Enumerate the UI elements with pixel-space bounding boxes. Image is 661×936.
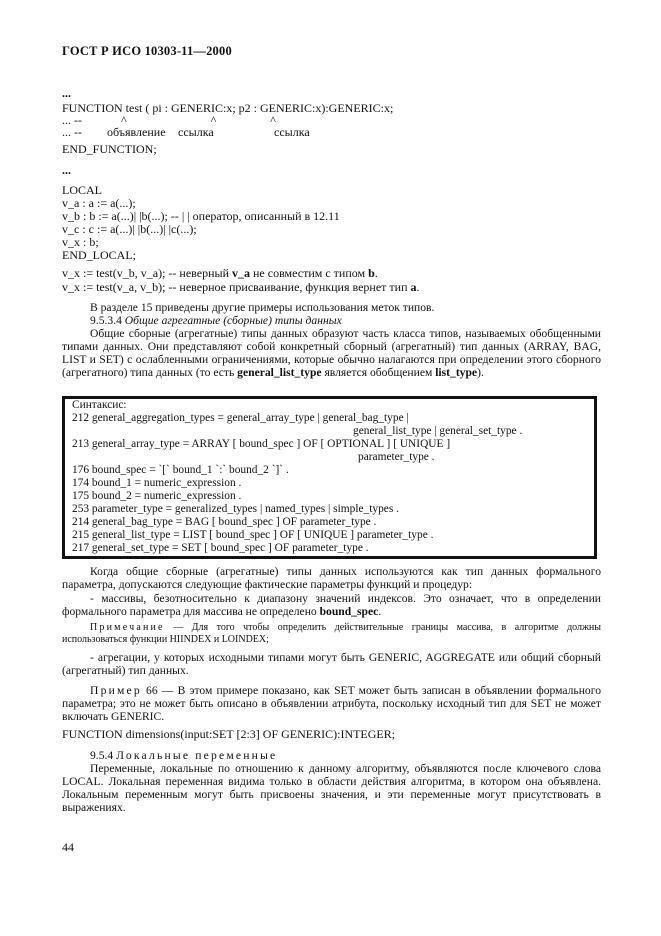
page-number: 44 (62, 840, 74, 854)
syntax-rule: 176 bound_spec = `[` bound_1 `:` bound_2 `]` . (72, 464, 289, 476)
code-function-line: FUNCTION test ( pi : GENERIC:x; p2 : GENERIC:x):GENERIC:x; (62, 101, 394, 115)
paragraph-general-aggregate: Общие сборные (агрегатные) типы данных образуют часть класса типов, называемых обобщенными типами данных. Они представляют собой конкретный сборный (агрегатный) тип данных (ARRAY, BAG, LIST и SET) с ослабленными ограничениями, которые обычно налагаются при определении этого сборного (агрегатного) типа данных (то есть general_list_type является обобщением list_type). (62, 327, 601, 379)
code-labels-prefix: ... -- (62, 125, 82, 139)
paragraph-formal-params: Когда общие сборные (агрегатные) типы данных используются как тип данных формального параметра, допускаются следующие фактические параметры функций и процедур: (62, 565, 601, 591)
code-ellipsis: ... (62, 86, 71, 100)
syntax-rule-continuation: parameter_type . (358, 451, 435, 463)
standard-header: ГОСТ Р ИСО 10303-11—2000 (62, 44, 232, 58)
code-carets: ... -- ^ ^ ^ (62, 113, 276, 127)
code-label-reference: ссылка (274, 125, 310, 139)
code-end-local: END_LOCAL; (62, 248, 136, 262)
code-assign-1: v_x := test(v_b, v_a); -- неверный v_a не совместим с типом b. (62, 266, 378, 280)
code-label-reference: ссылка (178, 125, 214, 139)
syntax-rule-continuation: general_list_type | general_set_type . (353, 425, 523, 437)
syntax-rule: 215 general_list_type = LIST [ bound_spec ] OF [ UNIQUE ] parameter_type . (72, 529, 434, 541)
code-ellipsis: ... (62, 163, 71, 177)
example: Пример 66 — В этом примере показано, как SET может быть записан в объявлении формального параметра; это не может быть описано в объявлении атрибута, поскольку исходный тип для SET не может включать GENERIC. (62, 684, 601, 723)
paragraph-section15-ref: В разделе 15 приведены другие примеры использования меток типов. (90, 301, 435, 314)
syntax-rule: 174 bound_1 = numeric_expression . (72, 477, 242, 489)
syntax-title: Синтаксис: (72, 399, 127, 411)
syntax-rule: 214 general_bag_type = BAG [ bound_spec ] OF parameter_type . (72, 516, 377, 528)
paragraph-local-variables: Переменные, локальные по отношению к данному алгоритму, объявляются после ключевого слова LOCAL. Локальная переменная видима только в области действия алгоритма, в котором она объявлена. Локальным переменным могут быть присвоены значения, и эти переменные могут присутствовать в выражениях. (62, 762, 601, 814)
code-local: LOCAL (62, 183, 102, 197)
section-heading-9534: 9.5.3.4 Общие агрегатные (сборные) типы данных (90, 314, 342, 327)
code-function-dimensions: FUNCTION dimensions(input:SET [2:3] OF GENERIC):INTEGER; (62, 727, 396, 741)
code-var-va: v_a : a := a(...); (62, 196, 136, 210)
code-var-vc: v_c : c := a(...)| |b(...)| |c(...); (62, 222, 197, 236)
paragraph-aggregations: - агрегации, у которых исходными типами могут быть GENERIC, AGGREGATE или общий сборный (агрегатный) тип данных. (62, 651, 601, 677)
section-heading-954: 9.5.4 Локальные переменные (90, 749, 278, 762)
syntax-rule: 217 general_set_type = SET [ bound_spec ] OF parameter_type . (72, 542, 369, 554)
note: Примечание — Для того чтобы определить действительные границы массива, в алгоритме должны использоваться функции HIINDEX и LOINDEX; (62, 622, 601, 645)
syntax-rule: 175 bound_2 = numeric_expression . (72, 490, 242, 502)
syntax-rule: 212 general_aggregation_types = general_array_type | general_bag_type | (72, 412, 409, 424)
code-var-vx: v_x : b; (62, 235, 99, 249)
syntax-rule: 253 parameter_type = generalized_types | named_types | simple_types . (72, 503, 399, 515)
code-label-declaration: объявление (107, 125, 166, 139)
code-var-vb: v_b : b := a(...)| |b(...); -- | | оператор, описанный в 12.11 (62, 209, 340, 223)
code-end-function: END_FUNCTION; (62, 142, 157, 156)
code-assign-2: v_x := test(v_a, v_b); -- неверное присваивание, функция вернет тип a. (62, 280, 420, 294)
paragraph-arrays: - массивы, безотносительно к диапазону значений индексов. Это означает, что в определении формального параметра для массива не определено bound_spec. (62, 592, 601, 618)
syntax-box (62, 396, 597, 559)
syntax-rule: 213 general_array_type = ARRAY [ bound_spec ] OF [ OPTIONAL ] [ UNIQUE ] (72, 438, 451, 450)
